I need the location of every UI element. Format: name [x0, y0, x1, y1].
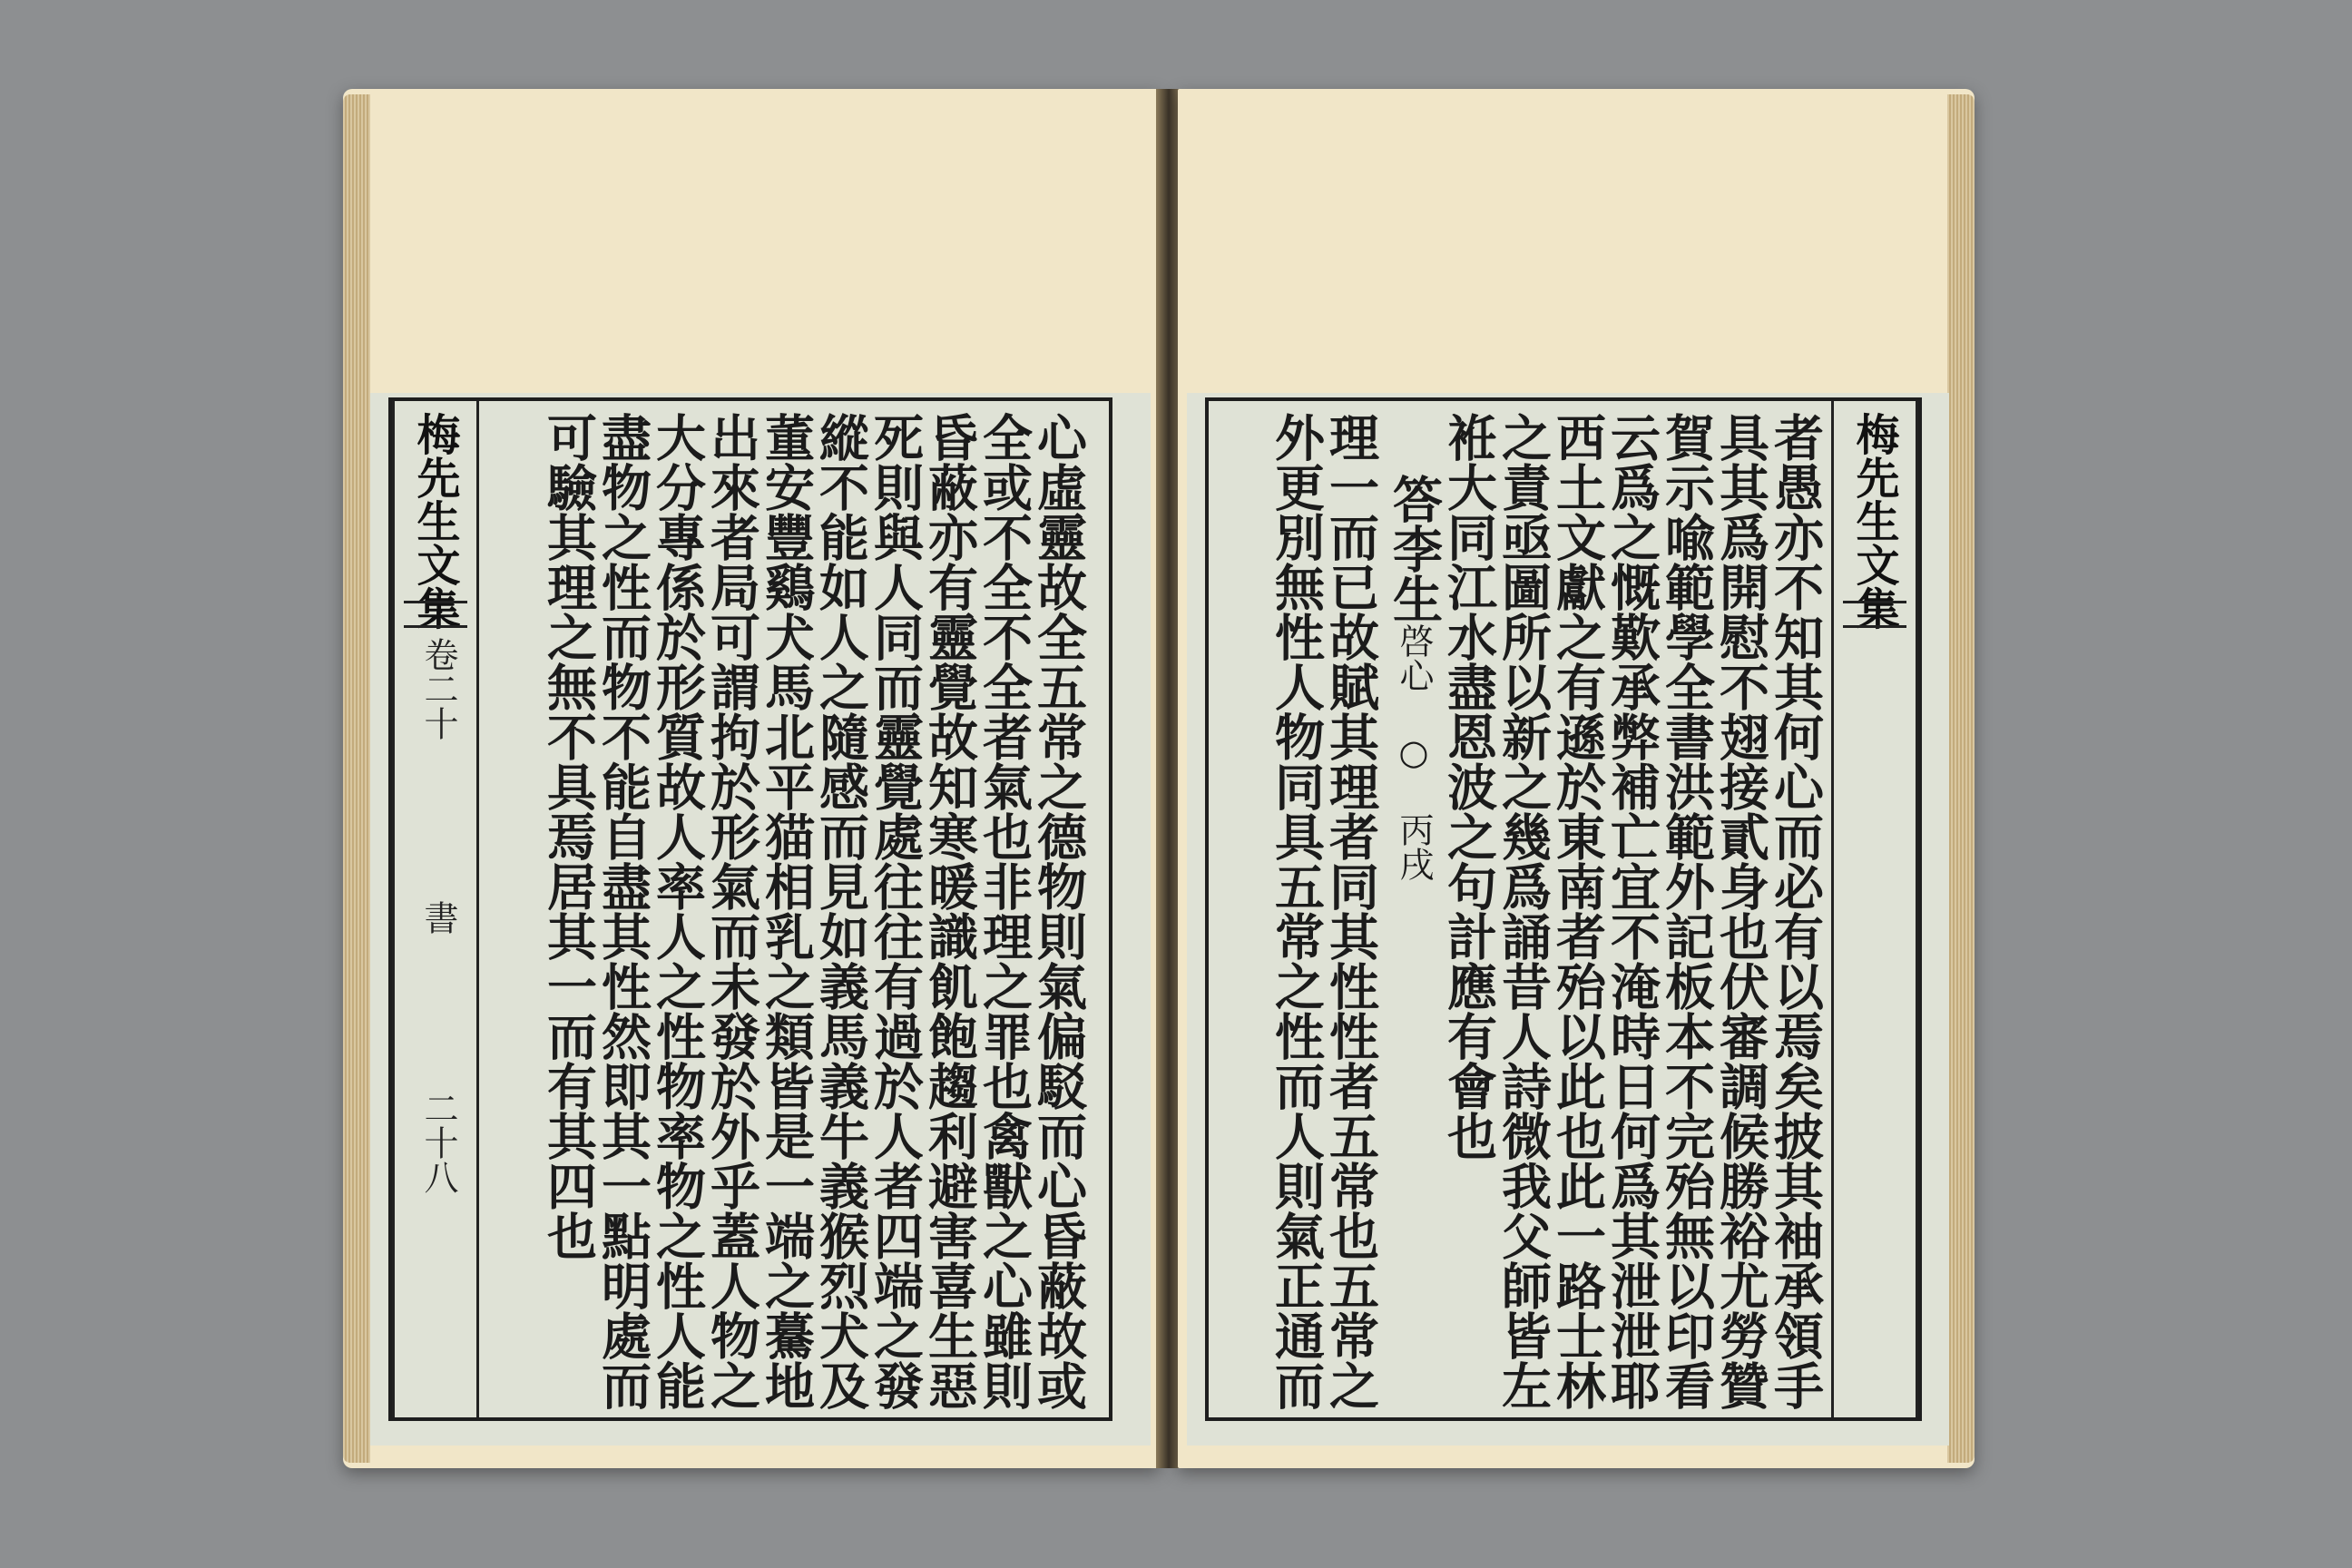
text-column: 理一而已故賦其理者同其性性者五常也五常之	[1321, 412, 1380, 1410]
text-column: 者愚亦不知其何心而必有以焉矣披其袖承領手	[1766, 412, 1825, 1410]
text-column: 盡物之性而物不能自盡其性然即其一點明處而	[593, 412, 652, 1410]
text-column: 大分專係於形質故人率人之性物率物之性人能	[648, 412, 707, 1410]
text-column: 袵大同江水盡恩波之句計應有會也	[1439, 412, 1498, 1161]
text-column: 具其爲開慰不翅接貳身也伏審調候勝裕尤勞贊	[1711, 412, 1770, 1410]
open-book	[343, 89, 1975, 1468]
center-column	[1831, 401, 1918, 1417]
right-page	[1178, 89, 1975, 1468]
center-title: 梅先生文集	[409, 412, 460, 630]
letter-heading-title: 答李生	[1385, 474, 1444, 623]
fishtail-mark	[1843, 601, 1906, 628]
section-label: 書	[418, 900, 458, 935]
text-column: 董安豐鷄犬馬北平猫相乳之類皆是一端之驀地	[757, 412, 816, 1410]
text-column: 賀示喩範學全書洪範外記板本不完殆無以印看	[1657, 412, 1716, 1410]
page-edge	[343, 94, 370, 1463]
left-page	[343, 89, 1160, 1468]
folio-number: 二十八	[418, 1091, 458, 1194]
text-column: 心虛靈故全五常之德物則氣偏駁而心昏蔽故或	[1029, 412, 1088, 1410]
printed-frame-left	[388, 397, 1112, 1421]
fishtail-mark	[404, 601, 467, 628]
letter-heading	[1383, 474, 1445, 881]
printed-frame-right	[1205, 397, 1922, 1421]
page-edge	[1947, 94, 1975, 1463]
text-column: 昏蔽亦有靈覺故知寒暖識飢飽趨利避害喜生惡	[920, 412, 979, 1410]
text-column: 外更別無性人物同具五常之性而人則氣正通而	[1267, 412, 1326, 1410]
text-column: 縱不能如人之隨感而見如義馬義牛義猴烈犬及	[811, 412, 870, 1410]
center-title: 梅先生文集	[1848, 412, 1899, 630]
text-column: 全或不全不全者氣也非理之罪也禽獸之心雖則	[975, 412, 1034, 1410]
text-column: 西土文獻之有遜於東南者殆以此也此一路士林	[1548, 412, 1607, 1410]
text-column: 出來者局可謂拘於形氣而未發於外乎蓋人物之	[702, 412, 761, 1410]
text-column: 之責亟圖所以新之幾爲誦昔人詩微我父師皆左	[1494, 412, 1553, 1410]
text-column: 可驗其理之無不具焉居其一而有其四也	[539, 412, 598, 1260]
center-column	[392, 401, 479, 1417]
text-column: 云爲之慨歎承弊補亡宜不淹時日何爲其泄泄耶	[1602, 412, 1661, 1410]
letter-heading-note: 啓心 ○ 丙戌	[1394, 623, 1434, 881]
text-column: 死則與人同而靈覺處往往有過於人者四端之發	[866, 412, 925, 1410]
volume-label: 卷二十	[418, 637, 458, 740]
